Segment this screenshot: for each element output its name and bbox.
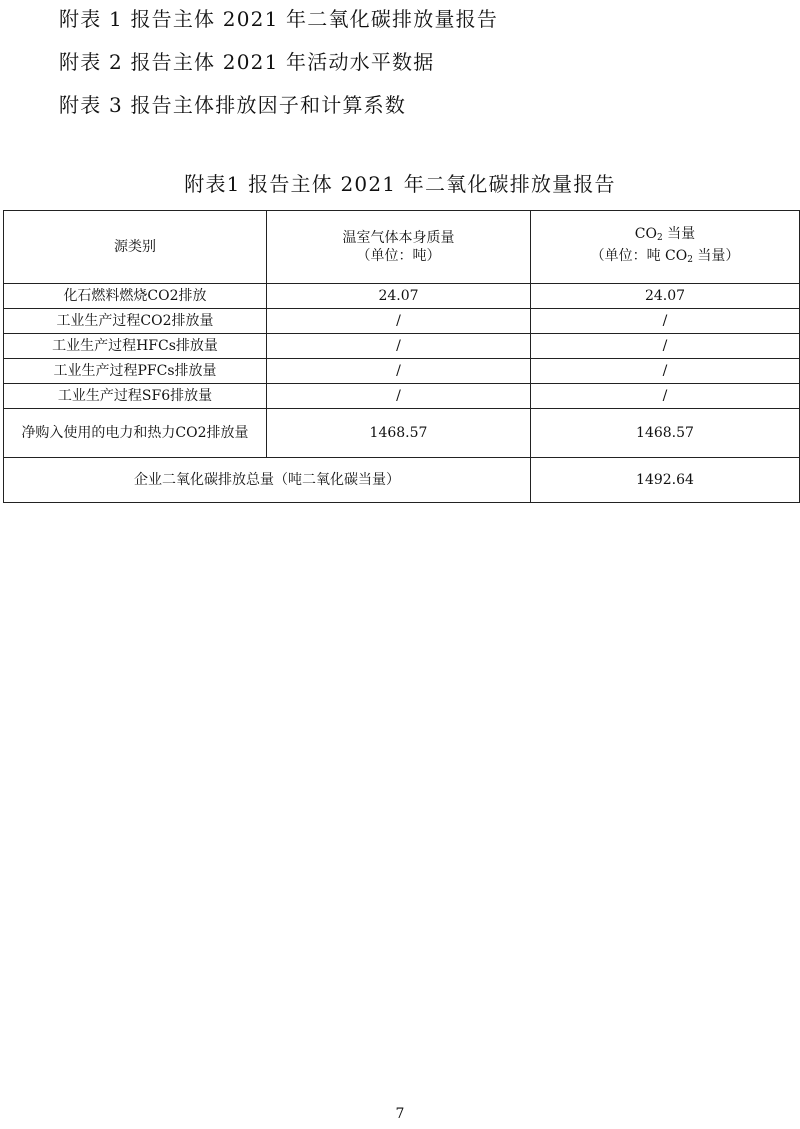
row-source: 化石燃料燃烧CO2排放	[4, 284, 267, 309]
table-row	[4, 309, 800, 334]
total-label: 企业二氧化碳排放总量（吨二氧化碳当量）	[4, 458, 531, 503]
table-row	[4, 409, 800, 458]
header-mass-line1: 温室气体本身质量	[342, 230, 455, 246]
row-mass: 24.07	[267, 284, 531, 309]
row-mass: /	[267, 334, 531, 359]
header-co2eq-line1: $CO_2$ 当量	[634, 226, 696, 243]
row-source: 净购入使用的电力和热力CO2排放量	[4, 409, 267, 458]
row-source: 工业生产过程HFCs排放量	[4, 334, 267, 359]
header-mass	[267, 211, 531, 284]
table-row	[4, 359, 800, 384]
row-co2eq: /	[531, 334, 800, 359]
row-source: 工业生产过程SF6排放量	[4, 384, 267, 409]
header-co2eq	[531, 211, 800, 284]
header-mass-line2: （单位：吨）	[356, 248, 441, 264]
header-co2eq-line2: （单位：吨 $CO_2$ 当量）	[590, 248, 740, 265]
emissions-report-table	[3, 210, 800, 503]
header-source: 源类别	[4, 211, 267, 284]
row-co2eq: /	[531, 359, 800, 384]
table-row	[4, 334, 800, 359]
appendix-list-item-3: 附表 3 报告主体排放因子和计算系数	[59, 93, 407, 117]
row-mass: /	[267, 309, 531, 334]
row-co2eq: 24.07	[531, 284, 800, 309]
row-mass: /	[267, 359, 531, 384]
row-co2eq: /	[531, 384, 800, 409]
table-header-row	[4, 211, 800, 284]
row-co2eq: /	[531, 309, 800, 334]
table-row	[4, 384, 800, 409]
row-source: 工业生产过程PFCs排放量	[4, 359, 267, 384]
table-total-row	[4, 458, 800, 503]
row-source: 工业生产过程CO2排放量	[4, 309, 267, 334]
appendix-list-item-1: 附表 1 报告主体 2021 年二氧化碳排放量报告	[59, 7, 499, 31]
row-mass: 1468.57	[267, 409, 531, 458]
table-row	[4, 284, 800, 309]
page-number: 7	[395, 1106, 405, 1122]
table-title: 附表1 报告主体 2021 年二氧化碳排放量报告	[184, 172, 616, 196]
row-co2eq: 1468.57	[531, 409, 800, 458]
total-value: 1492.64	[531, 458, 800, 503]
row-mass: /	[267, 384, 531, 409]
appendix-list-item-2: 附表 2 报告主体 2021 年活动水平数据	[59, 50, 435, 74]
